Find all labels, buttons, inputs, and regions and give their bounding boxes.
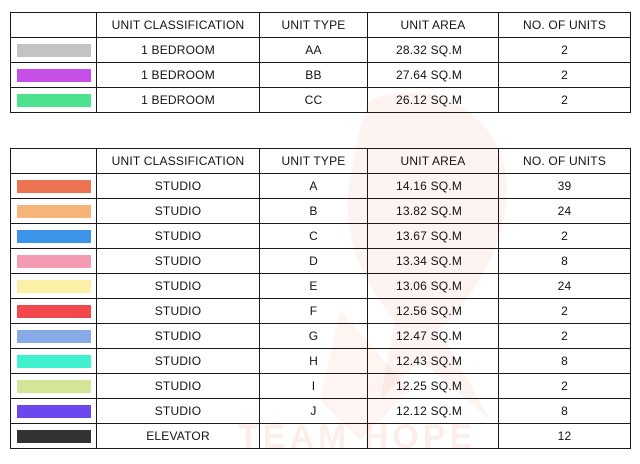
- table-row: [11, 174, 631, 199]
- unit-type-cell: H: [260, 349, 368, 374]
- table-row: [11, 199, 631, 224]
- unit-type-cell: F: [260, 299, 368, 324]
- unit-area-cell: 13.67 SQ.M: [368, 224, 499, 249]
- color-swatch-cell: [11, 38, 97, 63]
- watermark-text: TEAM HOPE: [238, 418, 477, 456]
- unit-area-header: UNIT AREA: [368, 13, 499, 38]
- color-swatch: [17, 255, 91, 268]
- color-header: [11, 13, 97, 38]
- unit-type-cell: B: [260, 199, 368, 224]
- unit-area-header: UNIT AREA: [368, 149, 499, 174]
- table-row: [11, 63, 631, 88]
- table-row: [11, 374, 631, 399]
- unit-type-cell: A: [260, 174, 368, 199]
- color-swatch-cell: [11, 88, 97, 113]
- units-count-cell: 24: [499, 274, 631, 299]
- unit-type-cell: AA: [260, 38, 368, 63]
- table-row: [11, 399, 631, 424]
- unit-area-cell: 12.25 SQ.M: [368, 374, 499, 399]
- unit-type-cell: CC: [260, 88, 368, 113]
- color-swatch: [17, 380, 91, 393]
- unit-classification-cell: STUDIO: [97, 299, 260, 324]
- color-swatch: [17, 405, 91, 418]
- header-row: [11, 13, 631, 38]
- units-count-cell: 24: [499, 199, 631, 224]
- table-row: [11, 299, 631, 324]
- color-swatch: [17, 69, 91, 82]
- color-swatch-cell: [11, 324, 97, 349]
- table-row: [11, 224, 631, 249]
- table-row: [11, 249, 631, 274]
- unit-type-header: UNIT TYPE: [260, 13, 368, 38]
- unit-type-cell: BB: [260, 63, 368, 88]
- unit-area-cell: 13.34 SQ.M: [368, 249, 499, 274]
- unit-type-cell: G: [260, 324, 368, 349]
- color-swatch-cell: [11, 424, 97, 449]
- table-row: [11, 324, 631, 349]
- unit-classification-cell: STUDIO: [97, 349, 260, 374]
- header-row: [11, 149, 631, 174]
- units-count-cell: 8: [499, 399, 631, 424]
- classification-header: UNIT CLASSIFICATION: [97, 13, 260, 38]
- color-swatch-cell: [11, 299, 97, 324]
- units-count-cell: 2: [499, 224, 631, 249]
- one-bedroom-units-table: [10, 12, 631, 113]
- units-count-cell: 8: [499, 349, 631, 374]
- unit-type-cell: E: [260, 274, 368, 299]
- units-count-cell: 8: [499, 249, 631, 274]
- table-row: [11, 38, 631, 63]
- color-swatch-cell: [11, 399, 97, 424]
- classification-header: UNIT CLASSIFICATION: [97, 149, 260, 174]
- units-count-cell: 2: [499, 374, 631, 399]
- unit-area-cell: 12.12 SQ.M: [368, 399, 499, 424]
- units-count-cell: 39: [499, 174, 631, 199]
- color-swatch: [17, 94, 91, 107]
- table-row: [11, 88, 631, 113]
- units-count-cell: 2: [499, 324, 631, 349]
- units-count-cell: 2: [499, 63, 631, 88]
- unit-type-cell: I: [260, 374, 368, 399]
- color-header: [11, 149, 97, 174]
- units-count-cell: 2: [499, 299, 631, 324]
- units-count-cell: 12: [499, 424, 631, 449]
- unit-type-cell: C: [260, 224, 368, 249]
- unit-classification-cell: ELEVATOR: [97, 424, 260, 449]
- unit-classification-cell: STUDIO: [97, 174, 260, 199]
- units-count-cell: 2: [499, 38, 631, 63]
- unit-area-cell: 12.56 SQ.M: [368, 299, 499, 324]
- color-swatch-cell: [11, 274, 97, 299]
- unit-classification-cell: 1 BEDROOM: [97, 38, 260, 63]
- unit-classification-cell: STUDIO: [97, 274, 260, 299]
- units-count-header: NO. OF UNITS: [499, 149, 631, 174]
- unit-classification-cell: STUDIO: [97, 399, 260, 424]
- unit-classification-cell: STUDIO: [97, 374, 260, 399]
- unit-area-cell: 12.43 SQ.M: [368, 349, 499, 374]
- unit-classification-cell: STUDIO: [97, 199, 260, 224]
- color-swatch-cell: [11, 63, 97, 88]
- unit-area-cell: 13.82 SQ.M: [368, 199, 499, 224]
- color-swatch-cell: [11, 224, 97, 249]
- unit-area-cell: 13.06 SQ.M: [368, 274, 499, 299]
- unit-area-cell: 12.47 SQ.M: [368, 324, 499, 349]
- color-swatch: [17, 330, 91, 343]
- color-swatch-cell: [11, 374, 97, 399]
- unit-area-cell: 14.16 SQ.M: [368, 174, 499, 199]
- color-swatch: [17, 305, 91, 318]
- studio-units-table: [10, 148, 631, 449]
- color-swatch: [17, 180, 91, 193]
- color-swatch: [17, 205, 91, 218]
- color-swatch: [17, 230, 91, 243]
- unit-classification-cell: STUDIO: [97, 324, 260, 349]
- color-swatch-cell: [11, 174, 97, 199]
- color-swatch-cell: [11, 249, 97, 274]
- unit-area-cell: 27.64 SQ.M: [368, 63, 499, 88]
- unit-type-cell: [260, 424, 368, 449]
- unit-classification-cell: STUDIO: [97, 224, 260, 249]
- units-count-cell: 2: [499, 88, 631, 113]
- unit-type-cell: D: [260, 249, 368, 274]
- color-swatch: [17, 430, 91, 443]
- color-swatch: [17, 44, 91, 57]
- table-row: [11, 424, 631, 449]
- color-swatch-cell: [11, 349, 97, 374]
- color-swatch: [17, 355, 91, 368]
- color-swatch: [17, 280, 91, 293]
- unit-area-cell: 26.12 SQ.M: [368, 88, 499, 113]
- unit-classification-cell: 1 BEDROOM: [97, 63, 260, 88]
- unit-classification-cell: 1 BEDROOM: [97, 88, 260, 113]
- unit-area-cell: 28.32 SQ.M: [368, 38, 499, 63]
- unit-area-cell: [368, 424, 499, 449]
- table-row: [11, 349, 631, 374]
- unit-type-cell: J: [260, 399, 368, 424]
- color-swatch-cell: [11, 199, 97, 224]
- unit-type-header: UNIT TYPE: [260, 149, 368, 174]
- units-count-header: NO. OF UNITS: [499, 13, 631, 38]
- unit-classification-cell: STUDIO: [97, 249, 260, 274]
- table-row: [11, 274, 631, 299]
